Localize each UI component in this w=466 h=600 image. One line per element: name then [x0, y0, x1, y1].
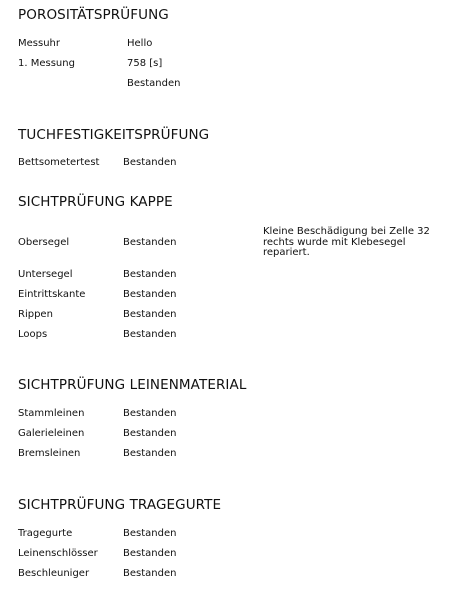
row-value-leinenschloesser: Bestanden — [123, 548, 177, 559]
section-title-kappe: SICHTPRÜFUNG KAPPE — [18, 194, 173, 210]
row-value-loops: Bestanden — [123, 329, 177, 340]
row-value-obersegel: Bestanden — [123, 237, 177, 248]
row-label-bremsleinen: Bremsleinen — [18, 448, 81, 459]
row-value-tragegurte: Bestanden — [123, 528, 177, 539]
row-label-messung-1: 1. Messung — [18, 58, 75, 69]
row-value-messung-1: 758 [s] — [127, 58, 163, 69]
row-value-rippen: Bestanden — [123, 309, 177, 320]
row-label-galerieleinen: Galerieleinen — [18, 428, 85, 439]
section-title-porositaet: POROSITÄTSPRÜFUNG — [18, 7, 169, 23]
row-value-untersegel: Bestanden — [123, 269, 177, 280]
row-value-eintrittskante: Bestanden — [123, 289, 177, 300]
row-label-obersegel: Obersegel — [18, 237, 70, 248]
row-value-messuhr: Hello — [127, 38, 153, 49]
section-title-tuchfestigkeit: TUCHFESTIGKEITSPRÜFUNG — [18, 127, 210, 143]
row-value-bettsometertest: Bestanden — [123, 157, 177, 168]
row-label-untersegel: Untersegel — [18, 269, 73, 280]
kappe-note: Kleine Beschädigung bei Zelle 32 rechts wurde mit Klebesegel repariert. — [263, 226, 430, 258]
row-value-porositaet-result: Bestanden — [127, 78, 181, 89]
row-label-stammleinen: Stammleinen — [18, 408, 85, 419]
row-value-stammleinen: Bestanden — [123, 408, 177, 419]
row-value-beschleuniger: Bestanden — [123, 568, 177, 579]
row-label-bettsometertest: Bettsometertest — [18, 157, 100, 168]
row-value-bremsleinen: Bestanden — [123, 448, 177, 459]
row-label-leinenschloesser: Leinenschlösser — [18, 548, 98, 559]
row-label-messuhr: Messuhr — [18, 38, 60, 49]
section-title-tragegurte: SICHTPRÜFUNG TRAGEGURTE — [18, 497, 222, 513]
row-label-beschleuniger: Beschleuniger — [18, 568, 90, 579]
row-label-eintrittskante: Eintrittskante — [18, 289, 86, 300]
section-title-leinenmaterial: SICHTPRÜFUNG LEINENMATERIAL — [18, 377, 247, 393]
row-label-loops: Loops — [18, 329, 48, 340]
row-label-tragegurte: Tragegurte — [18, 528, 73, 539]
row-value-galerieleinen: Bestanden — [123, 428, 177, 439]
row-label-rippen: Rippen — [18, 309, 53, 320]
